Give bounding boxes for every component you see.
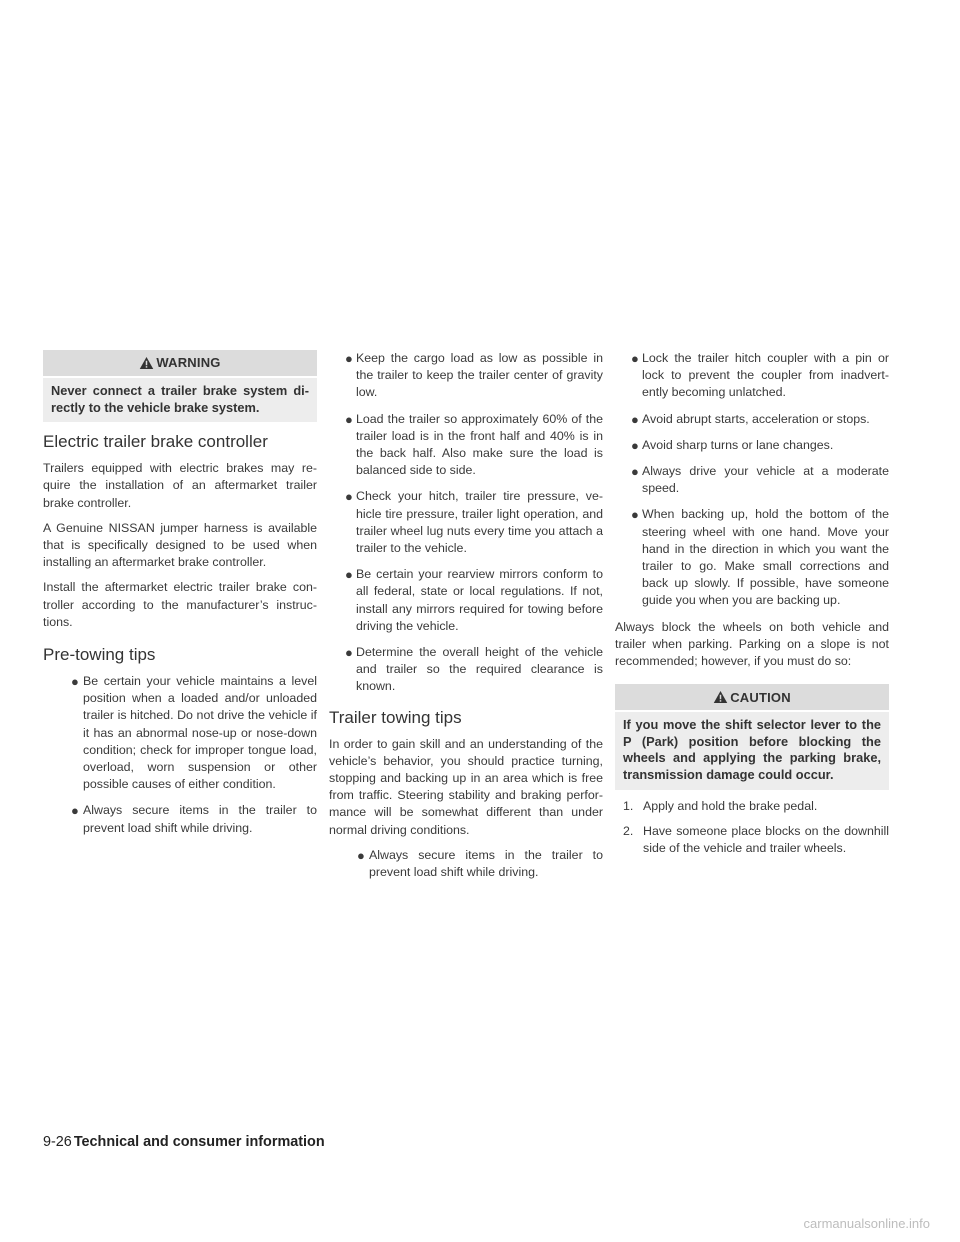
warning-label: WARNING — [156, 355, 221, 371]
caution-text: If you move the shift selector lever to the P (Park) position before blocking the wheels and applying the parking brake, transmission damage could occur. — [615, 712, 889, 789]
caution-box — [615, 684, 889, 789]
list-item: ● Check your hitch, trailer tire pressure, ve- hicle tire pressure, trailer light operation, and trailer wheel lug nuts every time you attach a trailer to the vehicle. — [345, 489, 603, 556]
step-number: 2. — [623, 823, 634, 838]
list-item: ● Be certain your rearview mirrors conform to all federal, state or local regulations. If not, install any mirrors required for towing before driving the vehicle. — [345, 567, 603, 633]
towing-checklist — [329, 350, 603, 696]
caution-triangle-icon — [713, 690, 728, 704]
list-item: ● Load the trailer so approximately 60% of the trailer load is in the front half and 40% is in the back half. Also make sure the load is balanced side to side. — [345, 411, 603, 478]
warning-header — [43, 350, 317, 376]
caution-header — [615, 684, 889, 710]
bullet: ● — [345, 411, 353, 427]
bullet: ● — [345, 567, 353, 583]
watermark: carmanualsonline.info — [803, 1216, 930, 1231]
bullet: ● — [631, 411, 639, 427]
bullet: ● — [71, 803, 79, 819]
bullet: ● — [631, 464, 639, 480]
bullet: ● — [345, 489, 353, 505]
column-1 — [43, 350, 317, 846]
page-number: 9-26 — [43, 1134, 72, 1150]
list-item: ● Always drive your vehicle at a moderate speed. — [631, 464, 889, 496]
parking-steps — [615, 798, 889, 858]
paragraph: Install the aftermarket electric trailer brake con- troller according to the manufacturer’s instruc- tions. — [43, 580, 317, 629]
section-title: Technical and consumer information — [73, 1134, 325, 1150]
caution-label: CAUTION — [730, 689, 791, 705]
list-item: 1. Apply and hold the brake pedal. — [615, 798, 889, 815]
section-heading-towing-tips: Trailer towing tips — [329, 707, 462, 727]
list-item: ● Lock the trailer hitch coupler with a pin or lock to prevent the coupler from inadvert- ently becoming unlatched. — [631, 351, 889, 400]
bullet: ● — [631, 507, 639, 523]
paragraph: Always block the wheels on both vehicle and trailer when parking. Parking on a slope is not recommended; however, if you must do so: — [615, 619, 889, 669]
bullet: ● — [631, 437, 639, 453]
page-footer — [43, 1134, 325, 1150]
bullet: ● — [71, 674, 79, 690]
towing-tips-list — [329, 847, 603, 881]
list-item: ● Always secure items in the trailer to prevent load shift while driving. — [357, 847, 603, 880]
warning-triangle-icon — [139, 356, 154, 370]
list-item: ● Always secure items in the trailer to prevent load shift while driving. — [71, 803, 317, 835]
step-number: 1. — [623, 798, 634, 813]
list-item: ● Be certain your vehicle maintains a level position when a loaded and/or unloaded trailer is hitched. Do not drive the vehicle if it has an abnormal nose-up or nose-down condition; check for improper tongue load, overload, worn suspension or other possible causes of either condition. — [71, 674, 317, 792]
column-3 — [615, 350, 889, 865]
list-item: ● Determine the overall height of the vehicle and trailer so the required clearance is known. — [345, 645, 603, 694]
bullet: ● — [345, 351, 353, 366]
section-heading-pre-towing: Pre-towing tips — [43, 645, 156, 665]
list-item: ● When backing up, hold the bottom of the steering wheel with one hand. Move your hand in the direction in which you want the trailer to go. Make small corrections and back up slowly. If possible, have someone guide you when you are backing up. — [631, 507, 889, 608]
bullet: ● — [345, 645, 353, 661]
list-item: ● Avoid abrupt starts, acceleration or stops. — [631, 411, 870, 427]
list-item: ● Avoid sharp turns or lane changes. — [631, 437, 834, 453]
list-item: ● Keep the cargo load as low as possible in the trailer to keep the trailer center of gravity low. — [345, 351, 603, 400]
driving-tips-list — [615, 350, 889, 610]
pre-towing-list — [43, 673, 317, 837]
paragraph: In order to gain skill and an understanding of the vehicle’s behavior, you should practice turning, stopping and backing up in an area which is free from traffic. Steering stability and braking perfor- mance will be somewhat different than under normal driving conditions. — [329, 736, 603, 837]
paragraph: Trailers equipped with electric brakes may re- quire the installation of an aftermarket trailer brake controller. — [43, 461, 317, 510]
bullet: ● — [357, 847, 365, 863]
section-heading-brake-controller: Electric trailer brake controller — [43, 432, 268, 452]
paragraph: A Genuine NISSAN jumper harness is available that is specifically designed to be used when installing an aftermarket brake controller. — [43, 520, 317, 570]
list-item: 2. Have someone place blocks on the downhill side of the vehicle and trailer wheels. — [623, 823, 889, 856]
warning-box — [43, 350, 317, 422]
warning-text: Never connect a trailer brake system di- rectly to the vehicle brake system. — [43, 378, 317, 422]
column-2 — [329, 350, 603, 890]
bullet: ● — [631, 351, 639, 366]
